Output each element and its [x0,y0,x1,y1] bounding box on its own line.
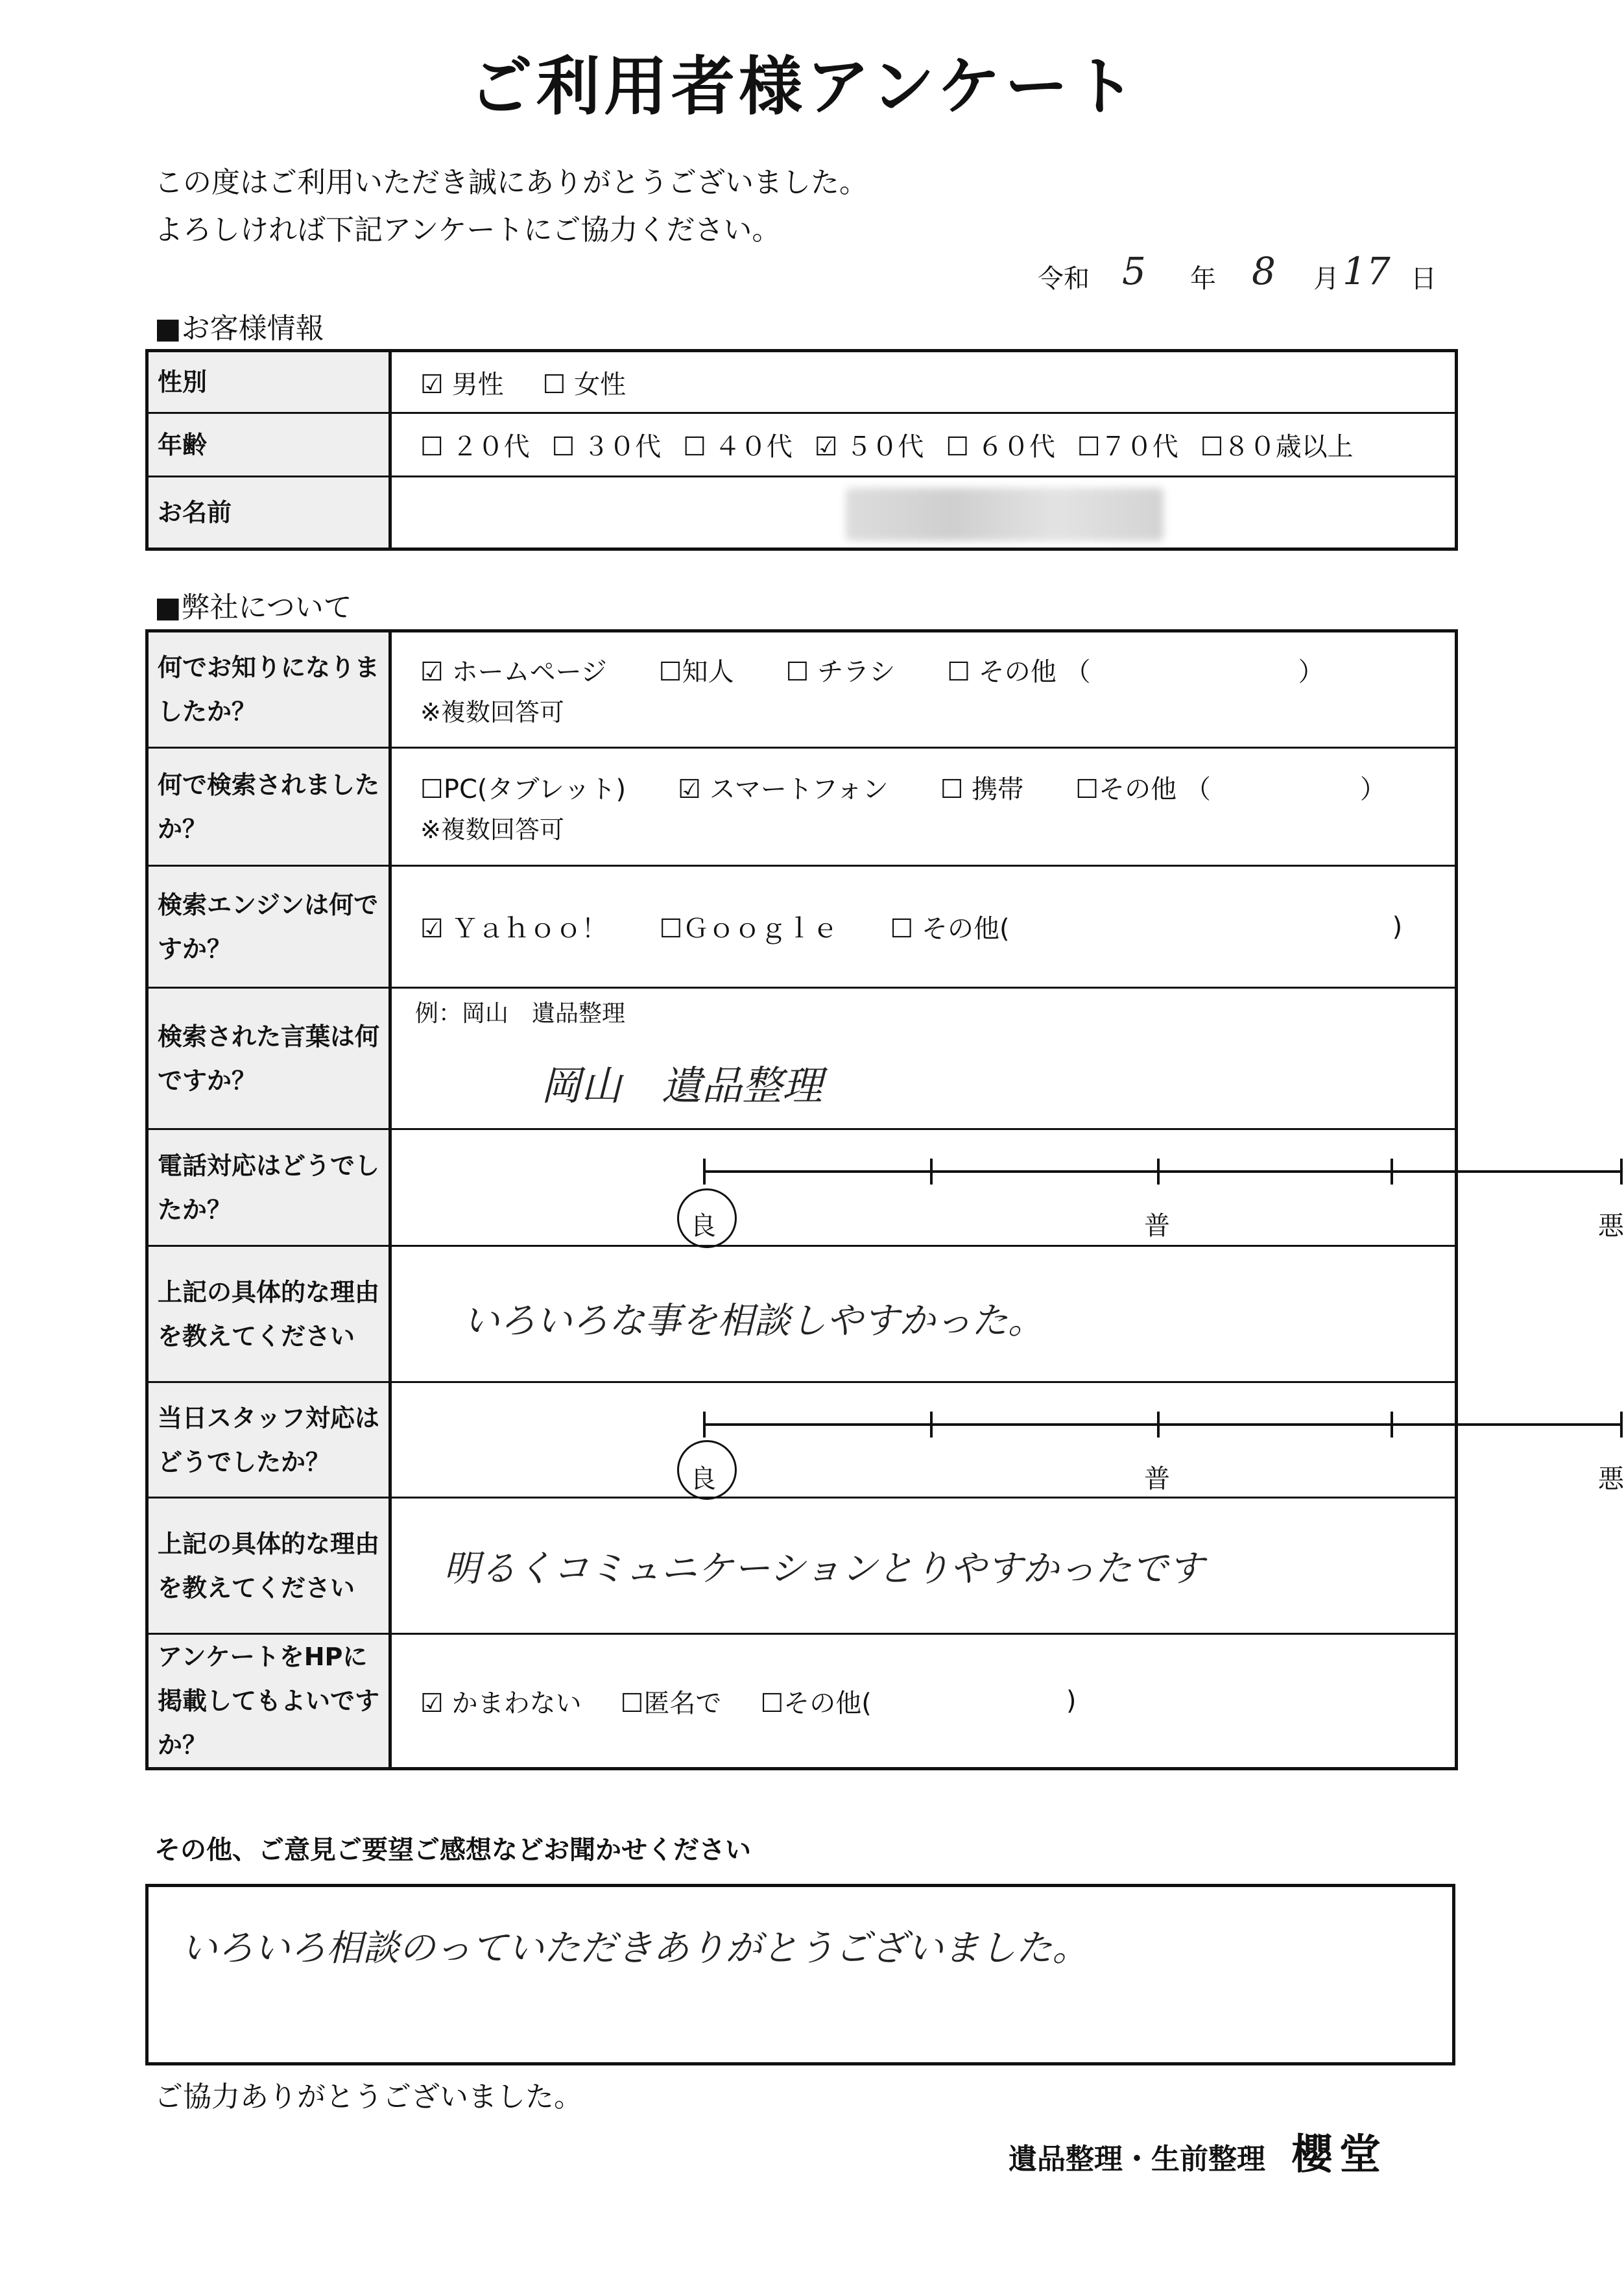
checkbox-female[interactable]: ☐ 女性 [542,369,627,400]
redacted-name [846,488,1164,541]
paren-close: ） [1298,657,1324,687]
paren-close: ) [1392,911,1403,942]
checkbox-smartphone[interactable]: ☑ スマートフォン [678,774,889,804]
remarks-answer: いろいろ相談のっていただきありがとうございました。 [181,1927,1089,1969]
paren-close: ） [1359,774,1386,804]
search-words-field[interactable] [390,988,1457,1129]
scale-good-label: 良 [690,1464,716,1494]
label-name: お名前 [147,477,390,549]
customer-info-table [145,349,1458,551]
label-gender: 性別 [147,351,390,413]
company-signature [1009,2121,1387,2181]
date-field [1038,249,1453,305]
checkbox-ok[interactable]: ☑ かまわない [420,1688,582,1718]
page-title: ご利用者様アンケート [468,50,1140,124]
intro-line-2: よろしければ下記アンケートにご協力ください。 [154,213,781,247]
section-heading-customer-info: ■お客様情報 [154,312,324,345]
checkbox-other-device[interactable]: ☐その他 （ [1075,774,1211,804]
checkbox-other-engine[interactable]: ☐ その他( [890,914,1010,944]
search-words-example: 例：岡山 遺品整理 [415,1000,626,1027]
company-description: 遺品整理・生前整理 [1009,2143,1265,2176]
scale-mid-label: 普 [1144,1211,1170,1241]
checkbox-mobile[interactable]: ☐ 携帯 [940,774,1024,804]
rating-scale-line [703,1159,1623,1185]
remarks-heading: その他、ご意見ご要望ご感想などお聞かせください [154,1835,751,1865]
scale-bad-label: 悪 [1598,1211,1624,1241]
checkbox-age-70s[interactable]: ☐７０代 [1077,432,1178,462]
checkbox-age-50s[interactable]: ☑ ５０代 [814,432,924,462]
thanks-text: ご協力ありがとうございました。 [154,2080,582,2113]
multiple-answers-note: ※複数回答可 [420,815,564,844]
multiple-answers-note: ※複数回答可 [420,698,564,727]
date-year-unit: 年 [1190,264,1216,294]
section-heading-about-us: ■弊社について [154,591,352,624]
checkbox-google[interactable]: ☐Ｇｏｏｇｌｅ [659,914,839,944]
about-us-table [145,629,1624,1770]
label-age: 年齢 [147,413,390,477]
intro-line-1: この度はご利用いただき誠にありがとうございました。 [154,166,868,199]
checkbox-age-30s[interactable]: ☐ ３０代 [551,432,662,462]
checkbox-age-20s[interactable]: ☐ ２０代 [420,432,530,462]
label-phone-reason: 上記の具体的な理由を教えてください [147,1246,390,1382]
phone-reason-field[interactable] [390,1246,1457,1382]
scale-mid-label: 普 [1144,1464,1170,1494]
date-month-unit: 月 [1313,264,1339,294]
checkbox-flyer[interactable]: ☐ チラシ [785,657,896,687]
date-month-value: 8 [1252,249,1276,293]
label-search-engine: 検索エンジンは何ですか？ [147,866,390,988]
label-how-known: 何でお知りになりましたか？ [147,631,390,748]
label-publish-hp: アンケートをHPに掲載してもよいですか？ [147,1634,390,1769]
checkbox-male[interactable]: ☑ 男性 [420,369,504,400]
rating-scale-line [703,1412,1623,1438]
staff-reason-field[interactable] [390,1498,1457,1634]
paren-close: ) [1066,1686,1077,1716]
checkbox-age-80plus[interactable]: ☐８０歳以上 [1200,432,1354,462]
label-staff-reason: 上記の具体的な理由を教えてください [147,1498,390,1634]
company-name: 櫻堂 [1291,2131,1387,2179]
date-year-value: 5 [1122,249,1146,293]
phone-reason-answer: いろいろな事を相談しやすかった。 [463,1300,1044,1342]
label-search-words: 検索された言葉は何ですか？ [147,988,390,1129]
staff-rating-scale[interactable] [390,1382,1624,1498]
checkbox-anonymous[interactable]: ☐匿名で [620,1688,722,1718]
phone-rating-scale[interactable] [390,1129,1624,1246]
scale-bad-label: 悪 [1598,1464,1624,1494]
search-words-answer: 岡山 遺品整理 [541,1062,823,1109]
checkbox-pc-tablet[interactable]: ☐PC(タブレット) [420,774,627,804]
date-day-value: 17 [1343,249,1391,293]
checkbox-age-60s[interactable]: ☐ ６０代 [946,432,1055,462]
date-day-unit: 日 [1411,264,1437,294]
checkbox-acquaintance[interactable]: ☐知人 [658,657,734,687]
checkbox-other-known[interactable]: ☐ その他 （ [947,657,1091,687]
checkbox-homepage[interactable]: ☑ ホームページ [420,657,607,687]
label-staff-response: 当日スタッフ対応はどうでしたか？ [147,1382,390,1498]
label-search-device: 何で検索されましたか？ [147,748,390,866]
name-field[interactable] [390,477,1457,549]
label-phone-response: 電話対応はどうでしたか？ [147,1129,390,1246]
scale-good-label: 良 [690,1211,716,1241]
remarks-field[interactable] [145,1884,1455,2065]
checkbox-yahoo[interactable]: ☑ Ｙａｈｏｏ！ [420,914,608,944]
staff-reason-answer: 明るくコミュニケーションとりやすかったです [444,1548,1204,1590]
date-era: 令和 [1038,264,1090,294]
checkbox-other-publish[interactable]: ☐その他( [760,1688,872,1718]
checkbox-age-40s[interactable]: ☐ ４０代 [683,432,793,462]
